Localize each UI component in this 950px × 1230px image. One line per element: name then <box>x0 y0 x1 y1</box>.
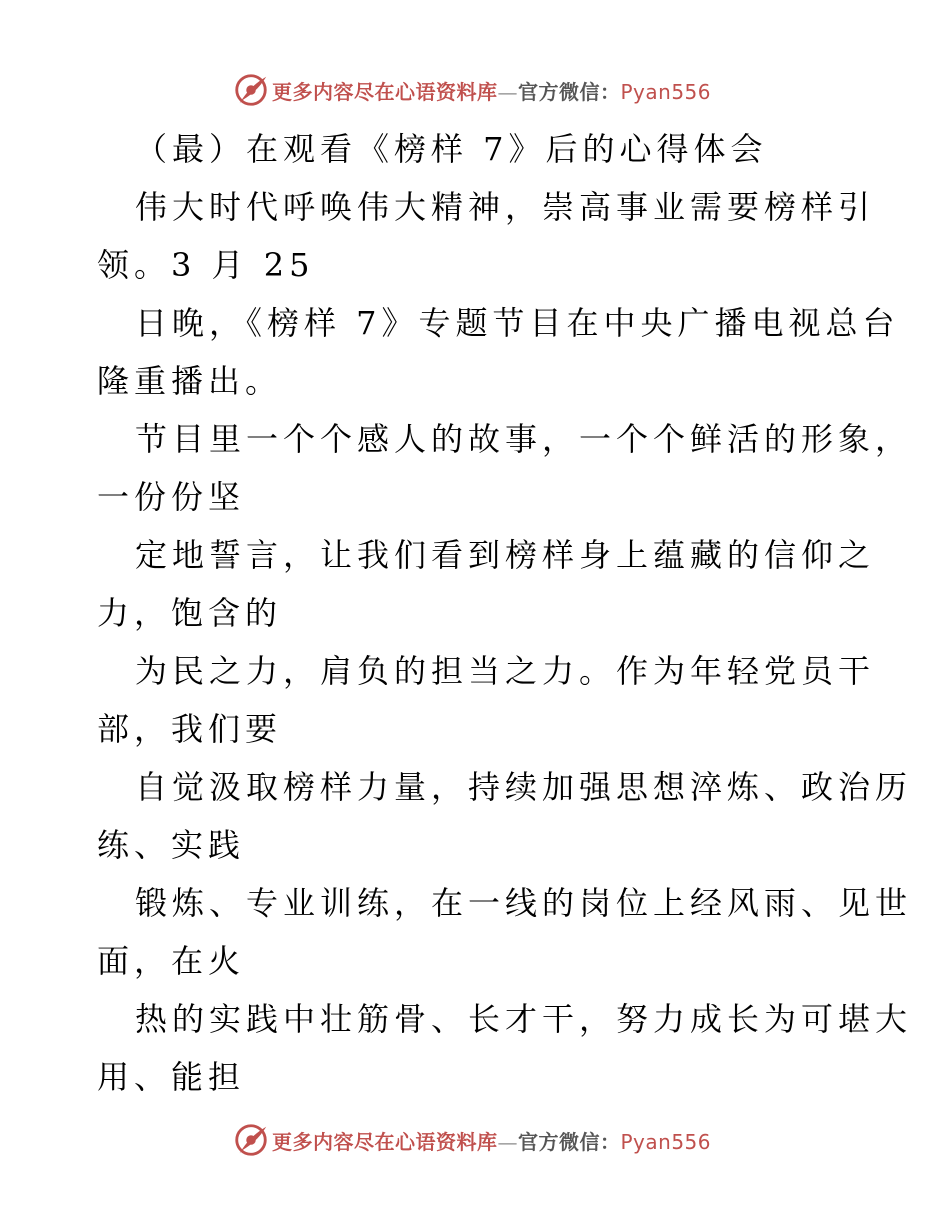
text-line: 锻炼、专业训练，在一线的岗位上经风雨、见世 <box>135 884 913 922</box>
text-line: 日晚，《榜样 7》专题节目在中央广播电视总台 <box>135 304 900 342</box>
text-line: 练、实践 <box>97 826 246 864</box>
text-line: 部，我们要 <box>97 710 283 748</box>
text-line: 用、能担 <box>97 1058 246 1096</box>
quill-logo-icon <box>232 71 270 109</box>
banner-text <box>272 1126 711 1155</box>
text-line: 节目里一个个感人的故事，一个个鲜活的形象， <box>135 420 913 458</box>
text-line: 隆重播出。 <box>97 362 283 400</box>
text-line: 热的实践中壮筋骨、长才干，努力成长为可堪大 <box>135 1000 913 1038</box>
banner-main-text: 更多内容尽在心语资料库 <box>272 79 498 104</box>
banner-text <box>272 76 711 105</box>
text-line: 力，饱含的 <box>97 594 283 632</box>
document-body <box>97 120 913 1106</box>
banner-dash: — <box>497 79 518 104</box>
banner-main-text: 更多内容尽在心语资料库 <box>272 1129 498 1154</box>
banner-official-label: 官方微信： <box>518 1129 621 1154</box>
text-line: 为民之力，肩负的担当之力。作为年轻党员干 <box>135 652 876 690</box>
quill-logo-icon <box>232 1121 270 1159</box>
banner-wechat-id: Pyan556 <box>620 79 712 104</box>
footer-banner <box>232 1120 711 1160</box>
text-line: 自觉汲取榜样力量，持续加强思想淬炼、政治历 <box>135 768 913 806</box>
text-line: 定地誓言，让我们看到榜样身上蕴藏的信仰之 <box>135 536 876 574</box>
document-title: （最）在观看《榜样 7》后的心得体会 <box>135 130 768 168</box>
text-line: 一份份坚 <box>97 478 246 516</box>
text-line: 伟大时代呼唤伟大精神，崇高事业需要榜样引 <box>135 188 876 226</box>
text-line: 面，在火 <box>97 942 246 980</box>
banner-wechat-id: Pyan556 <box>620 1129 712 1154</box>
header-banner <box>232 70 711 110</box>
text-line: 领。3 月 25 <box>97 246 315 284</box>
banner-official-label: 官方微信： <box>518 79 621 104</box>
banner-dash: — <box>497 1129 518 1154</box>
